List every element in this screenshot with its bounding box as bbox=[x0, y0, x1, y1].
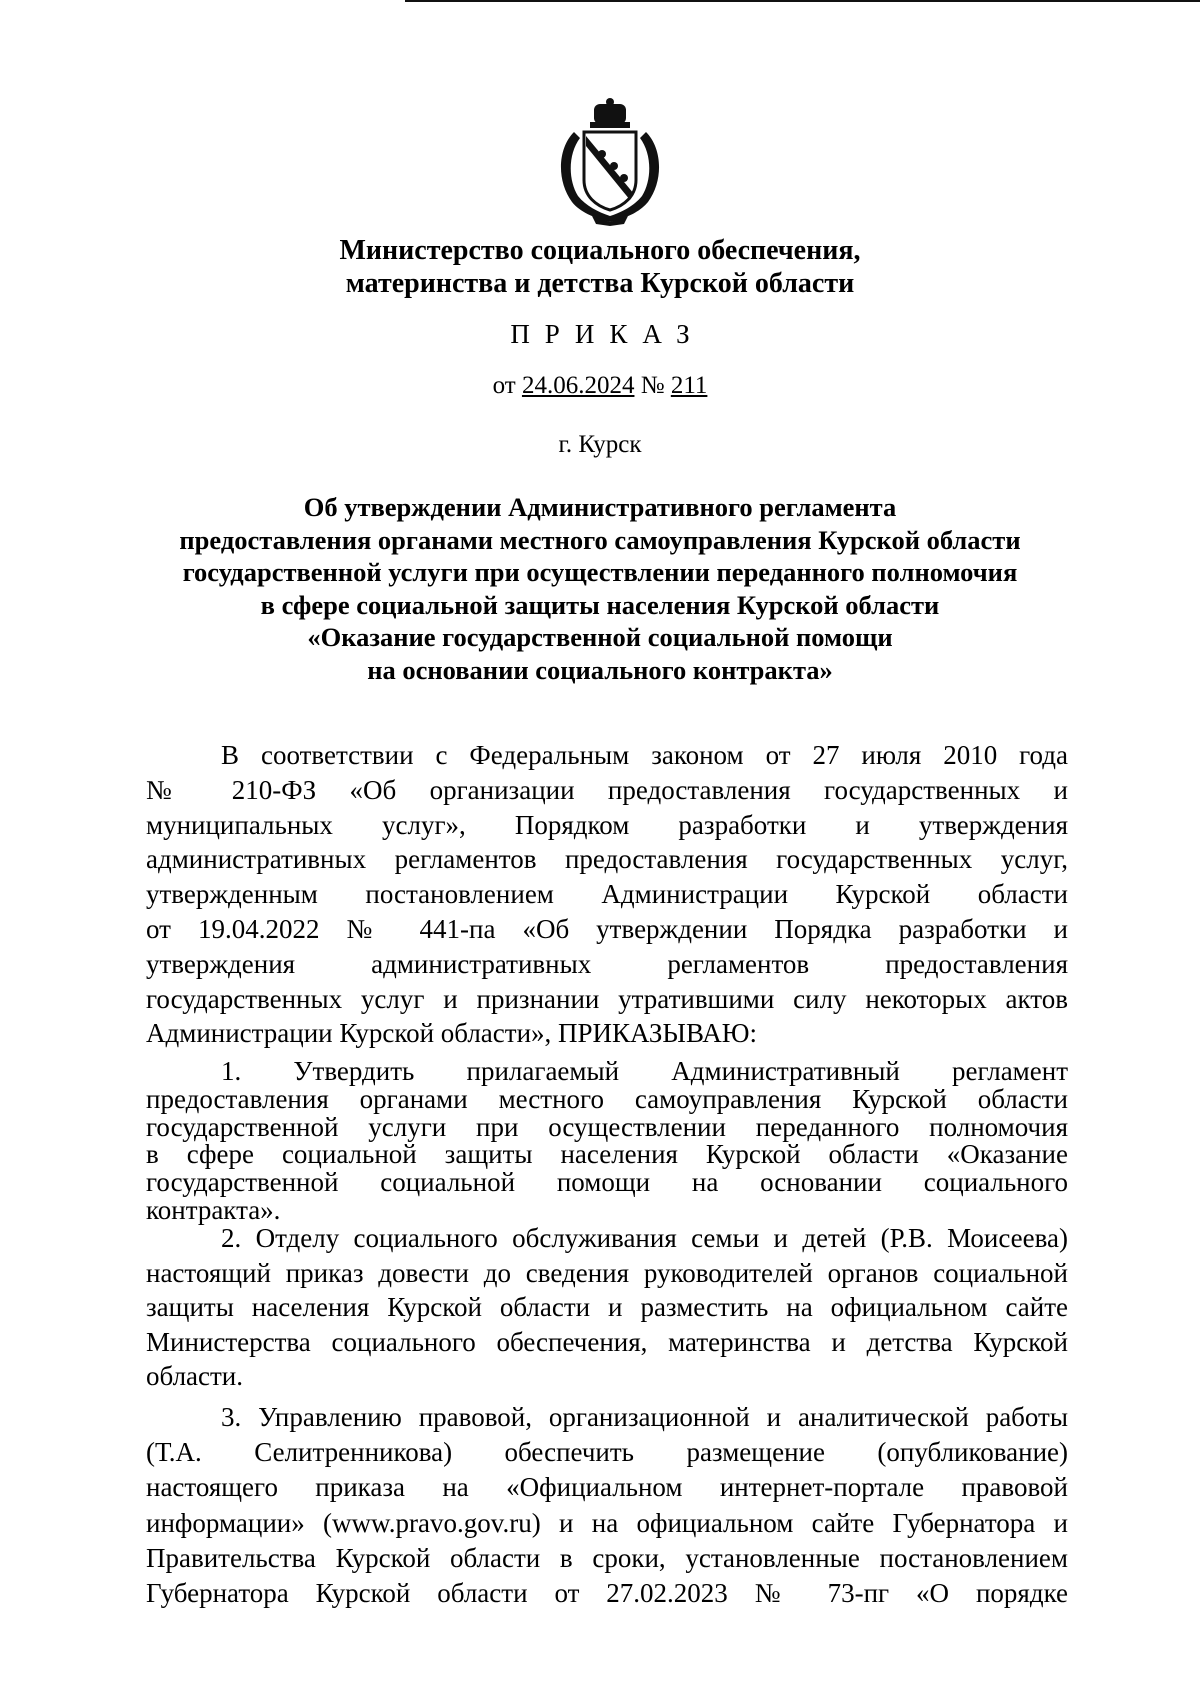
paragraph-line: контракта». bbox=[146, 1194, 281, 1225]
paragraph-line: 3. Управлению правовой, организационной и аналитической работы bbox=[221, 1402, 1068, 1432]
paragraph-line: муниципальных услуг», Порядком разработки и утверждения bbox=[146, 809, 1068, 840]
scan-edge-line bbox=[405, 0, 1200, 2]
paragraph-line: предоставления органами местного самоуправления Курской области bbox=[146, 1083, 1068, 1114]
paragraph-line: 1. Утвердить прилагаемый Административный регламент bbox=[221, 1056, 1068, 1086]
title-line: предоставления органами местного самоуправления Курской области bbox=[179, 524, 1021, 555]
number-sign: № bbox=[640, 372, 665, 399]
city-line: г. Курск bbox=[558, 431, 642, 458]
title-line: государственной услуги при осуществлении переданного полномочия bbox=[182, 557, 1018, 588]
paragraph-line: государственной социальной помощи на основании социального bbox=[146, 1167, 1068, 1198]
title-line: на основании социального контракта» bbox=[367, 654, 833, 685]
paragraph-line: государственных услуг и признании утратившими силу некоторых актов bbox=[146, 983, 1068, 1014]
paragraph-line: 2. Отделу социального обслуживания семьи и детей (Р.В. Моисеева) bbox=[221, 1223, 1068, 1253]
clause-1-paragraph bbox=[146, 1058, 1068, 1225]
paragraph-line: информации» (www.pravo.gov.ru) и на официальном сайте Губернатора и bbox=[146, 1507, 1068, 1538]
paragraph-line: № 210-ФЗ «Об организации предоставления государственных и bbox=[146, 774, 1068, 805]
clause-3-paragraph bbox=[146, 1400, 1068, 1611]
paragraph-line: административных регламентов предоставления государственных услуг, bbox=[146, 844, 1068, 875]
paragraph-line: области. bbox=[146, 1361, 244, 1392]
title-line: «Оказание государственной социальной помощи bbox=[307, 622, 893, 653]
title-line: в сфере социальной защиты населения Курской области bbox=[260, 589, 940, 620]
ministry-name-line-1: Министерство социального обеспечения, bbox=[339, 235, 861, 266]
paragraph-line: защиты населения Курской области и разместить на официальном сайте bbox=[146, 1292, 1068, 1323]
paragraph-line: Губернатора Курской области от 27.02.2023 № 73-пг «О порядке bbox=[146, 1578, 1068, 1609]
paragraph-line: от 19.04.2022 № 441-па «Об утверждении Порядка разработки и bbox=[146, 913, 1068, 944]
kursk-coat-of-arms-emblem bbox=[552, 98, 668, 226]
preamble-paragraph bbox=[146, 738, 1068, 1051]
paragraph-line: государственной услуги при осуществлении переданного полномочия bbox=[146, 1111, 1068, 1142]
paragraph-line: настоящий приказ довести до сведения руководителей органов социальной bbox=[146, 1257, 1068, 1288]
paragraph-line: (Т.А. Селитренникова) обеспечить размещение (опубликование) bbox=[146, 1437, 1068, 1468]
paragraph-line: Министерства социального обеспечения, материнства и детства Курской bbox=[146, 1326, 1068, 1357]
order-date: 24.06.2024 bbox=[521, 372, 635, 399]
order-number: 211 bbox=[670, 372, 708, 399]
order-date-number bbox=[120, 372, 1080, 400]
paragraph-line: Правительства Курской области в сроки, установленные постановлением bbox=[146, 1542, 1068, 1573]
date-prefix: от bbox=[492, 372, 516, 399]
title-line: Об утверждении Административного регламента bbox=[303, 492, 897, 522]
ministry-name-line-2: материнства и детства Курской области bbox=[345, 268, 855, 299]
paragraph-line: настоящего приказа на «Официальном интернет-портале правовой bbox=[146, 1472, 1068, 1503]
clause-2-paragraph bbox=[146, 1221, 1068, 1394]
paragraph-line: в сфере социальной защиты населения Курской области «Оказание bbox=[146, 1139, 1068, 1170]
paragraph-line: В соответствии с Федеральным законом от 27 июля 2010 года bbox=[221, 740, 1068, 770]
paragraph-line: утвержденным постановлением Администрации Курской области bbox=[146, 879, 1068, 910]
document-type-heading: ПРИКАЗ bbox=[510, 319, 705, 349]
order-title bbox=[120, 491, 1080, 687]
paragraph-line: утверждения административных регламентов предоставления bbox=[146, 948, 1068, 979]
paragraph-line: Администрации Курской области», ПРИКАЗЫВАЮ: bbox=[146, 1018, 758, 1049]
ministry-name bbox=[120, 234, 1080, 300]
